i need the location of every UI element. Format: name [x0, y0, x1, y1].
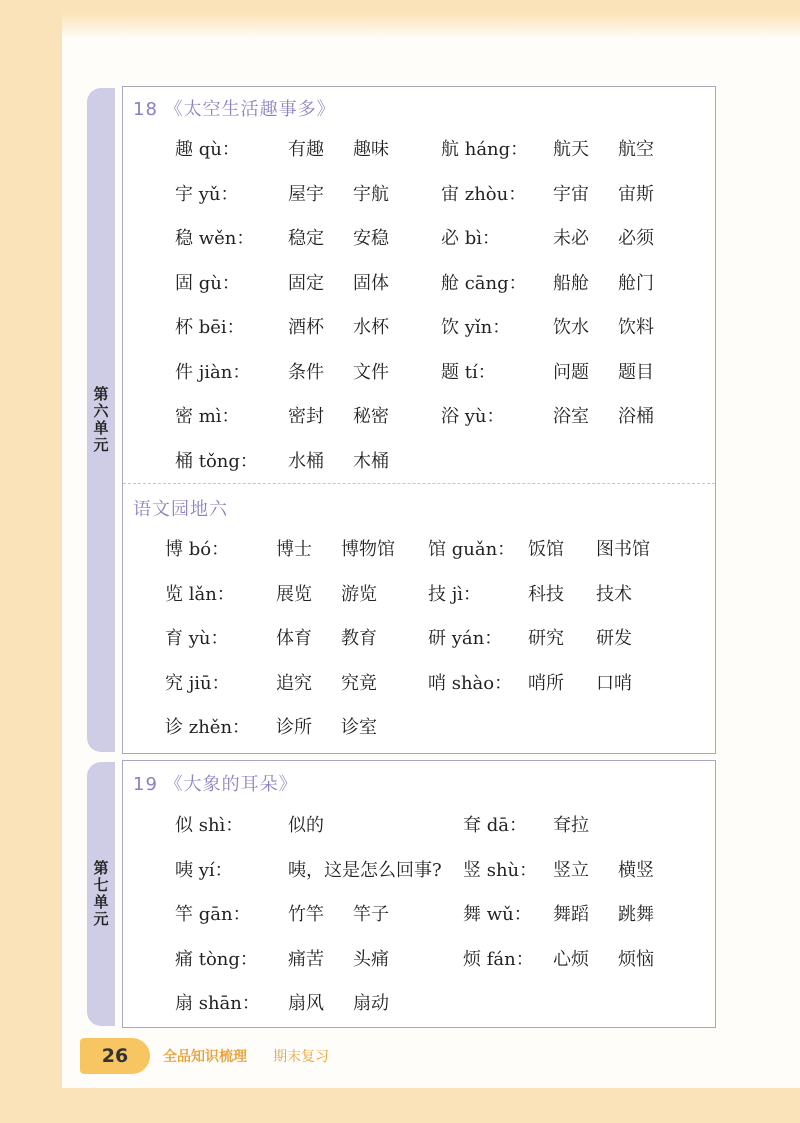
- word: 咦，这是怎么回事?: [288, 859, 442, 881]
- word: 未必: [553, 228, 589, 249]
- word: 舞蹈: [553, 904, 589, 925]
- word: 研究: [528, 628, 564, 649]
- word: 图书馆: [596, 539, 650, 560]
- character-pinyin: 杯 bēi：: [175, 317, 245, 338]
- word-row: [123, 989, 715, 1019]
- word-row: [123, 900, 715, 930]
- word-row: [123, 945, 715, 975]
- word: 固定: [288, 272, 324, 294]
- character-pinyin: 必 bì：: [441, 228, 501, 249]
- footer-subtitle: 期末复习: [273, 1049, 329, 1065]
- word: 饮料: [618, 317, 654, 338]
- word-row: [123, 811, 715, 841]
- word: 心烦: [553, 948, 589, 970]
- word: 究竟: [341, 672, 377, 694]
- word: 扇动: [353, 993, 389, 1014]
- character-pinyin: 趣 qù：: [175, 139, 240, 160]
- character-pinyin: 馆 guǎn：: [428, 539, 516, 560]
- word: 航空: [618, 139, 654, 160]
- word-row: [123, 269, 715, 299]
- word-row: [123, 624, 715, 654]
- word: 博物馆: [341, 539, 395, 560]
- page-edge-shadow: [0, 0, 800, 40]
- word-row: [123, 135, 715, 165]
- word: 问题: [553, 361, 589, 383]
- word: 竹竿: [288, 904, 324, 925]
- word-row: [123, 313, 715, 343]
- character-pinyin: 稳 wěn：: [175, 228, 255, 249]
- word: 横竖: [618, 859, 654, 881]
- word: 体育: [276, 628, 312, 649]
- word: 水桶: [288, 450, 324, 472]
- word: 必须: [618, 228, 654, 249]
- character-pinyin: 览 lǎn：: [165, 583, 235, 605]
- word: 宇宙: [553, 183, 589, 205]
- word: 口哨: [596, 672, 632, 694]
- word: 稳定: [288, 228, 324, 249]
- unit-tab-six: [87, 88, 115, 752]
- character-pinyin: 宇 yǔ：: [175, 183, 239, 205]
- word: 饭馆: [528, 539, 564, 560]
- word-row: [123, 358, 715, 388]
- character-pinyin: 耷 dā：: [463, 815, 527, 836]
- character-pinyin: 哨 shào：: [428, 672, 513, 694]
- word-row: [123, 535, 715, 565]
- footer-title: 全品知识梳理: [163, 1049, 247, 1065]
- lesson-title: 18 《太空生活趣事多》: [133, 99, 336, 120]
- word: 博士: [276, 539, 312, 560]
- word: 扇风: [288, 993, 324, 1014]
- word-row: [123, 580, 715, 610]
- word-row: [123, 856, 715, 886]
- word: 酒杯: [288, 317, 324, 338]
- word: 固体: [353, 272, 389, 294]
- word: 有趣: [288, 139, 324, 160]
- word: 宙斯: [618, 183, 654, 205]
- word: 耷拉: [553, 815, 589, 836]
- word: 诊所: [276, 717, 312, 738]
- word: 饮水: [553, 317, 589, 338]
- word: 屋宇: [288, 183, 324, 205]
- word-row: [123, 180, 715, 210]
- word: 烦恼: [618, 948, 654, 970]
- word: 展览: [276, 583, 312, 605]
- word: 技术: [596, 583, 632, 605]
- word: 文件: [353, 361, 389, 383]
- character-pinyin: 诊 zhěn：: [165, 717, 251, 738]
- character-pinyin: 密 mì：: [175, 406, 240, 427]
- page-bottom-band: [0, 1088, 800, 1123]
- character-pinyin: 航 háng：: [441, 139, 529, 160]
- unit-label: 第七单元: [91, 860, 110, 928]
- character-pinyin: 浴 yù：: [441, 406, 505, 427]
- word: 航天: [553, 139, 589, 160]
- vocab-box-unit-seven: [122, 760, 716, 1028]
- word: 船舱: [553, 272, 589, 294]
- character-pinyin: 咦 yí：: [175, 859, 233, 881]
- character-pinyin: 究 jiū：: [165, 672, 230, 694]
- word: 教育: [341, 628, 377, 649]
- word: 宇航: [353, 183, 389, 205]
- word: 科技: [528, 583, 564, 605]
- word: 秘密: [353, 406, 389, 427]
- word: 题目: [618, 361, 654, 383]
- word: 似的: [288, 815, 324, 836]
- word: 诊室: [341, 717, 377, 738]
- unit-tab-seven: [87, 762, 115, 1026]
- character-pinyin: 烦 fán：: [463, 948, 534, 970]
- character-pinyin: 舱 cāng：: [441, 272, 527, 294]
- word: 条件: [288, 361, 324, 383]
- word-row: [123, 224, 715, 254]
- character-pinyin: 扇 shān：: [175, 993, 260, 1014]
- word: 游览: [341, 583, 377, 605]
- word: 痛苦: [288, 948, 324, 970]
- character-pinyin: 件 jiàn：: [175, 361, 251, 383]
- section-title: 语文园地六: [133, 499, 228, 520]
- word: 木桶: [353, 450, 389, 472]
- unit-label: 第六单元: [91, 386, 110, 454]
- word: 哨所: [528, 672, 564, 694]
- word: 研发: [596, 628, 632, 649]
- character-pinyin: 育 yù：: [165, 628, 229, 649]
- word: 跳舞: [618, 904, 654, 925]
- character-pinyin: 竖 shù：: [463, 859, 538, 881]
- word: 密封: [288, 406, 324, 427]
- character-pinyin: 题 tí：: [441, 361, 496, 383]
- word: 浴室: [553, 406, 589, 427]
- word: 浴桶: [618, 406, 654, 427]
- word: 舱门: [618, 272, 654, 294]
- word-row: [123, 669, 715, 699]
- character-pinyin: 宙 zhòu：: [441, 183, 527, 205]
- word-row: [123, 713, 715, 743]
- word: 水杯: [353, 317, 389, 338]
- word-row: [123, 447, 715, 477]
- vocab-box-unit-six: [122, 86, 716, 754]
- character-pinyin: 博 bó：: [165, 539, 230, 560]
- section-divider: [123, 483, 715, 484]
- word: 头痛: [353, 948, 389, 970]
- character-pinyin: 饮 yǐn：: [441, 317, 511, 338]
- character-pinyin: 似 shì：: [175, 815, 244, 836]
- lesson-title: 19 《大象的耳朵》: [133, 774, 298, 795]
- word-row: [123, 402, 715, 432]
- character-pinyin: 研 yán：: [428, 628, 503, 649]
- page-number: 26: [80, 1038, 150, 1074]
- character-pinyin: 桶 tǒng：: [175, 450, 258, 472]
- word: 趣味: [353, 139, 389, 160]
- character-pinyin: 固 gù：: [175, 272, 240, 294]
- word: 竿子: [353, 904, 389, 925]
- word: 竖立: [553, 859, 589, 881]
- word: 追究: [276, 672, 312, 694]
- character-pinyin: 技 jì：: [428, 583, 482, 605]
- character-pinyin: 痛 tòng：: [175, 948, 258, 970]
- character-pinyin: 舞 wǔ：: [463, 904, 532, 925]
- character-pinyin: 竿 gān：: [175, 904, 251, 925]
- word: 安稳: [353, 228, 389, 249]
